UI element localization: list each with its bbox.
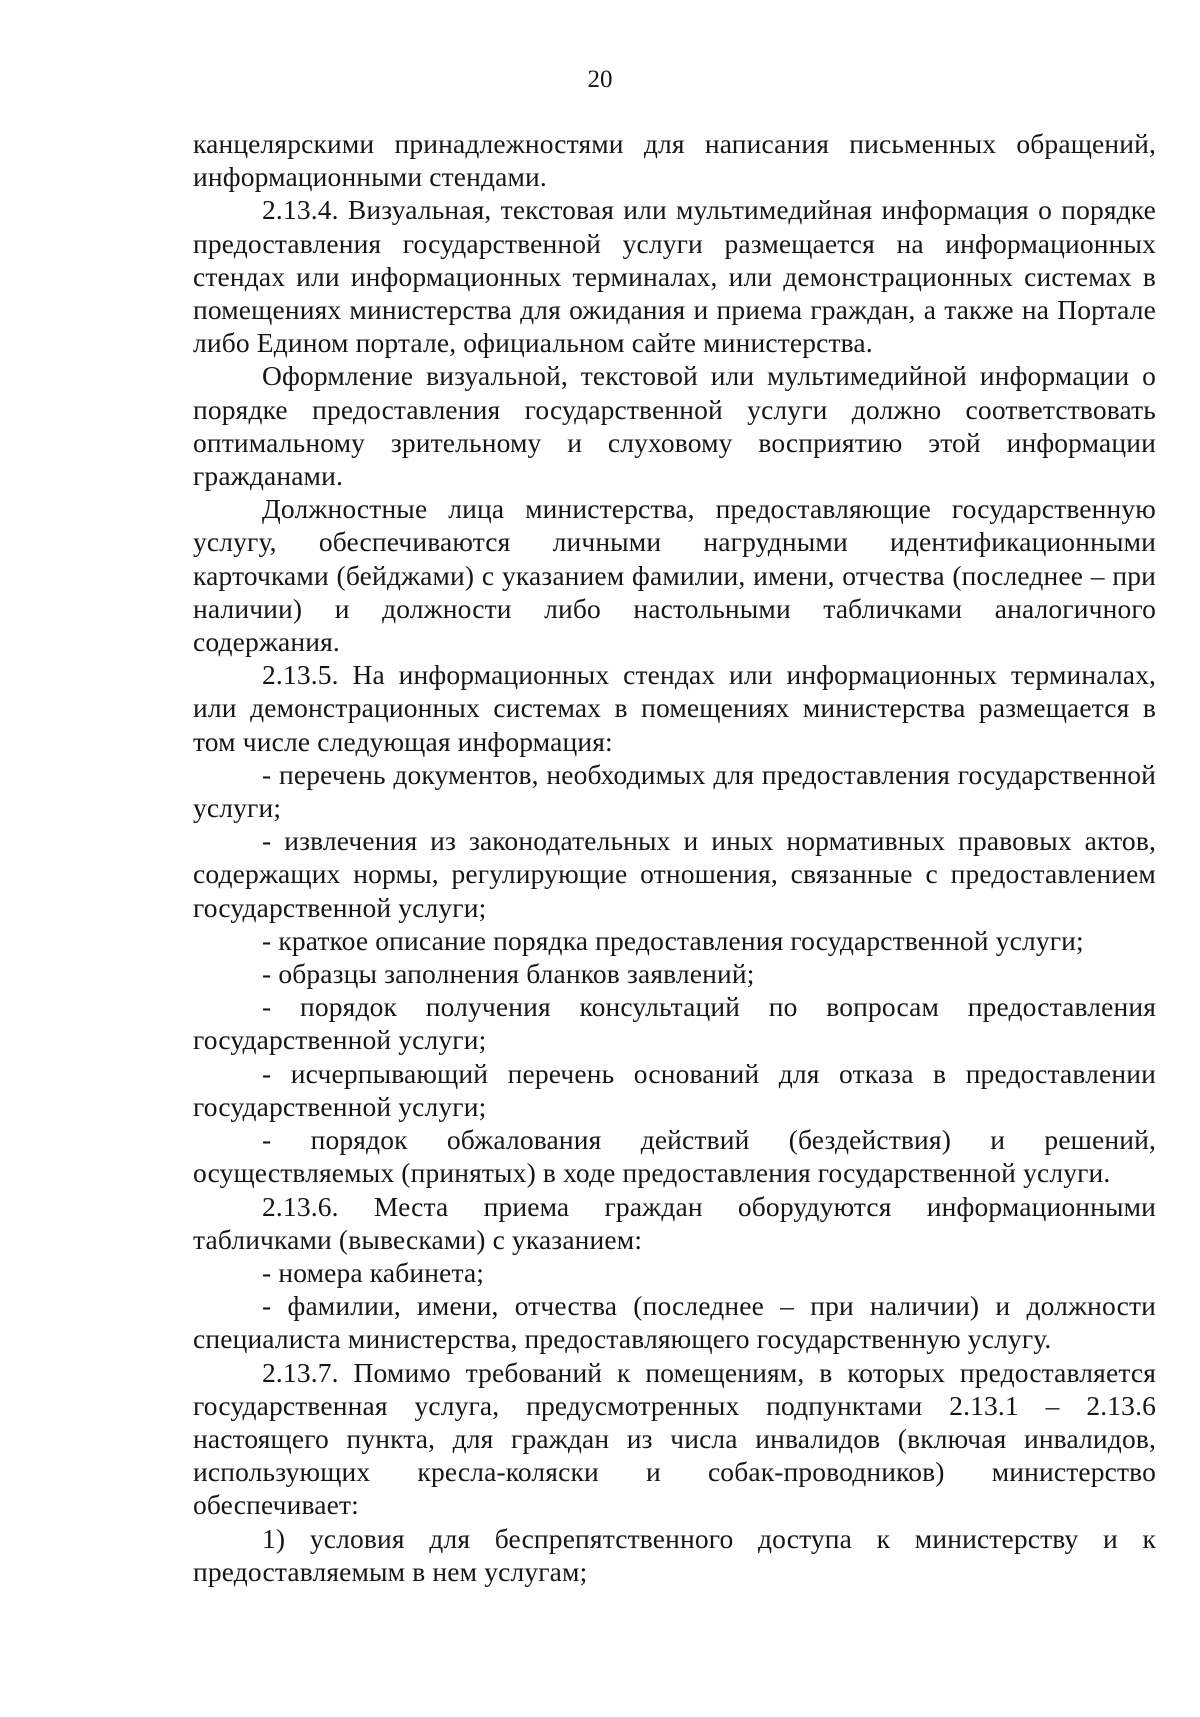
list-item: - образцы заполнения бланков заявлений; — [262, 958, 755, 990]
list-item: - фамилии, имени, отчества (последнее – при наличии) и должности специалиста министерства, предоставляющего государственную услугу. — [193, 1290, 1156, 1355]
list-item: - краткое описание порядка предоставления государственной услуги; — [262, 924, 1084, 956]
document-body — [193, 127, 1156, 1588]
list-item: - исчерпывающий перечень оснований для отказа в предоставлении государственной услуги; — [193, 1057, 1156, 1122]
page-number: 20 — [587, 66, 613, 93]
paragraph: 2.13.4. Визуальная, текстовая или мультимедийная информация о порядке предоставления государственной услуги размещается на информационных стендах или информационных терминалах, или демонстрационных системах в помещениях министерства для ожидания и приема граждан, а также на Портале либо Едином портале, официальном сайте министерства. — [193, 194, 1156, 359]
list-item: - порядок обжалования действий (бездействия) и решений, осуществляемых (принятых) в ходе предоставления государственной услуги. — [193, 1124, 1156, 1189]
paragraph: 2.13.5. На информационных стендах или информационных терминалах, или демонстрационных системах в помещениях министерства размещается в том числе следующая информация: — [193, 659, 1156, 757]
paragraph: Должностные лица министерства, предоставляющие государственную услугу, обеспечиваются личными нагрудными идентификационными карточками (бейджами) с указанием фамилии, имени, отчества (последнее – при наличии) и должности либо настольными табличками аналогичного содержания. — [193, 493, 1156, 658]
paragraph: 2.13.6. Места приема граждан оборудуются информационными табличками (вывесками) с указанием: — [193, 1190, 1156, 1255]
paragraph: 2.13.7. Помимо требований к помещениям, в которых предоставляется государственная услуга, предусмотренных подпунктами 2.13.1 – 2.13.6 настоящего пункта, для граждан из числа инвалидов (включая инвалидов, использующих кресла-коляски и собак-проводников) министерство обеспечивает: — [193, 1356, 1156, 1521]
list-item: - порядок получения консультаций по вопросам предоставления государственной услуги; — [193, 991, 1156, 1056]
paragraph: Оформление визуальной, текстовой или мультимедийной информации о порядке предоставления государственной услуги должно соответствовать оптимальному зрительному и слуховому восприятию этой информации гражданами. — [193, 360, 1156, 492]
list-item: - перечень документов, необходимых для предоставления государственной услуги; — [193, 758, 1156, 824]
paragraph: канцелярскими принадлежностями для написания письменных обращений, информационными стендами. — [193, 128, 1156, 193]
list-item: - номера кабинета; — [262, 1256, 485, 1288]
list-item: - извлечения из законодательных и иных нормативных правовых актов, содержащих нормы, регулирующие отношения, связанные с предоставлением государственной услуги; — [193, 825, 1156, 923]
list-item: 1) условия для беспрепятственного доступа к министерству и к предоставляемым в нем услугам; — [193, 1522, 1156, 1587]
